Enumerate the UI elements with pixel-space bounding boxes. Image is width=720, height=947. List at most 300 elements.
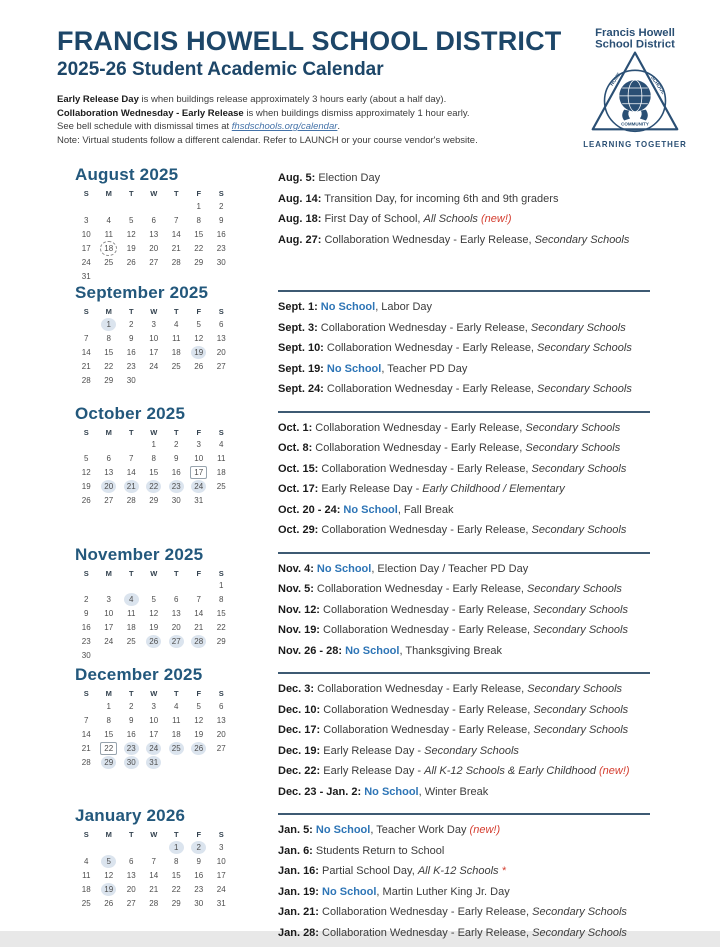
day-number	[146, 649, 161, 662]
day-cell	[188, 699, 211, 713]
day-number: 10	[81, 229, 91, 239]
day-number: 13	[126, 870, 136, 880]
day-cell	[120, 241, 143, 255]
day-number: 18	[171, 347, 181, 357]
day-number	[191, 756, 206, 769]
day-cell	[210, 331, 233, 345]
day-cell-empty	[210, 269, 233, 283]
day-cell	[165, 882, 188, 896]
day-cell-empty	[98, 579, 121, 593]
day-cell	[75, 494, 98, 508]
day-number: 27	[216, 361, 226, 371]
day-cell	[120, 755, 143, 769]
day-number: 13	[104, 468, 114, 477]
day-number: 10	[216, 856, 226, 866]
day-number: 8	[196, 215, 201, 225]
event-line	[278, 906, 650, 918]
event-scope: Secondary Schools	[527, 683, 623, 695]
event-date: Jan. 21:	[278, 906, 319, 918]
day-cell	[165, 621, 188, 635]
day-cell	[143, 317, 166, 331]
no-school-label: No School	[315, 824, 371, 836]
day-cell	[143, 213, 166, 227]
day-number: 28	[81, 757, 91, 767]
day-number	[79, 700, 94, 713]
weekday-header: T	[173, 427, 179, 437]
day-number: 30	[216, 257, 226, 267]
day-cell	[188, 255, 211, 269]
day-cell	[165, 438, 188, 452]
day-number: 24	[146, 742, 161, 755]
day-cell	[75, 882, 98, 896]
weekday-header: M	[105, 568, 112, 578]
day-cell	[98, 635, 121, 649]
day-cell-empty	[75, 579, 98, 593]
day-cell	[188, 896, 211, 910]
day-number: 31	[81, 271, 91, 281]
day-number: 16	[171, 468, 181, 477]
day-number: 13	[149, 229, 159, 239]
mini-calendar	[75, 665, 278, 769]
event-text: Students Return to School	[312, 844, 445, 857]
day-cell	[143, 727, 166, 741]
day-cell	[143, 255, 166, 269]
day-number: 23	[194, 884, 204, 894]
day-cell	[98, 345, 121, 359]
day-cell	[75, 593, 98, 607]
event-scope: Secondary Schools	[424, 744, 519, 757]
day-cell	[210, 480, 233, 494]
day-cell-empty	[143, 579, 166, 593]
day-number: 1	[169, 841, 184, 854]
day-cell	[75, 466, 98, 480]
day-cell	[188, 621, 211, 635]
day-number: 27	[126, 898, 136, 908]
day-cell	[120, 373, 143, 387]
month-title: October 2025	[75, 403, 186, 423]
event-date: Sept. 19:	[278, 362, 324, 375]
day-number: 30	[171, 496, 181, 505]
day-cell	[210, 255, 233, 269]
day-number: 25	[216, 482, 226, 491]
section-divider	[278, 813, 650, 815]
day-cell	[165, 317, 188, 331]
day-cell	[75, 452, 98, 466]
event-text: Partial School Day,	[318, 865, 418, 877]
day-cell	[120, 359, 143, 373]
day-cell-empty	[143, 649, 166, 663]
day-cell	[143, 345, 166, 359]
day-number: 25	[169, 742, 184, 755]
day-number: 7	[84, 715, 89, 725]
event-text: , Winter Break	[418, 785, 489, 798]
day-number: 28	[126, 496, 136, 505]
day-cell	[188, 480, 211, 494]
day-number: 15	[171, 870, 181, 880]
day-number: 11	[172, 715, 181, 725]
event-text: , Fall Break	[397, 503, 454, 516]
day-cell	[120, 227, 143, 241]
day-number: 9	[219, 215, 224, 225]
day-cell	[165, 331, 188, 345]
day-number: 23	[81, 637, 91, 646]
day-number	[101, 200, 116, 213]
note-text: is when buildings release approximately 3 hours early (about a half day).	[138, 94, 447, 105]
day-cell	[188, 494, 211, 508]
day-cell	[210, 868, 233, 882]
day-cell-empty	[188, 579, 211, 593]
day-cell-empty	[98, 649, 121, 663]
weekday-header: T	[128, 689, 134, 698]
day-cell	[143, 494, 166, 508]
day-number: 27	[149, 257, 159, 267]
day-number: 14	[126, 468, 136, 477]
day-cell-empty	[188, 755, 211, 769]
day-cell-empty	[165, 199, 188, 213]
day-cell	[188, 452, 211, 466]
day-number: 19	[194, 729, 204, 739]
weekday-header: S	[218, 568, 224, 578]
day-number: 23	[124, 742, 139, 755]
day-number	[124, 438, 139, 451]
day-number	[214, 374, 229, 387]
day-number: 29	[101, 756, 116, 769]
event-line	[278, 483, 650, 495]
event-scope: Secondary Schools	[525, 421, 621, 434]
weekday-header: M	[105, 189, 112, 198]
day-number: 29	[194, 257, 204, 267]
day-number: 14	[194, 609, 204, 618]
month-title: September 2025	[75, 283, 209, 302]
note-text: Note: Virtual students follow a different calendar. Refer to LAUNCH or your course vendor's website.	[57, 134, 478, 146]
day-cell	[188, 199, 211, 213]
day-number: 13	[171, 609, 181, 618]
month-section	[75, 806, 720, 947]
day-number: 16	[81, 623, 91, 632]
event-text: Collaboration Wednesday - Early Release,	[323, 383, 538, 395]
no-school-label: No School	[322, 885, 377, 898]
day-cell	[143, 359, 166, 373]
day-cell	[143, 241, 166, 255]
day-number: 4	[174, 319, 179, 329]
day-cell	[210, 199, 233, 213]
event-date: Sept. 1:	[278, 301, 318, 313]
day-number: 19	[191, 346, 206, 359]
event-line	[278, 704, 650, 716]
day-cell	[210, 896, 233, 910]
weekday-header: W	[150, 568, 158, 578]
day-number: 10	[149, 333, 159, 343]
day-number: 12	[104, 870, 114, 880]
weekday-header: T	[128, 830, 134, 839]
day-cell	[75, 649, 98, 663]
day-number: 28	[81, 375, 91, 385]
day-cell	[143, 755, 166, 769]
day-number: 1	[151, 440, 156, 449]
section-divider	[278, 411, 650, 413]
no-school-label: No School	[326, 362, 382, 375]
event-date: Oct. 29:	[278, 524, 319, 536]
day-number: 16	[216, 229, 226, 239]
event-scope: All Schools	[423, 213, 478, 225]
logo-emblem	[593, 53, 678, 132]
day-cell	[98, 359, 121, 373]
event-date: Nov. 26 - 28:	[278, 644, 342, 657]
day-cell	[143, 882, 166, 896]
day-number: 29	[171, 898, 181, 908]
day-number	[124, 270, 139, 283]
day-number: 20	[216, 347, 226, 357]
day-number: 26	[81, 496, 91, 505]
day-cell-empty	[75, 840, 98, 854]
event-text: , Election Day / Teacher PD Day	[371, 562, 529, 575]
event-scope: All K-12 Schools & Early Childhood	[424, 765, 596, 777]
day-cell	[165, 227, 188, 241]
day-cell	[143, 699, 166, 713]
day-cell	[75, 854, 98, 868]
day-cell	[210, 882, 233, 896]
day-cell	[165, 359, 188, 373]
day-cell	[165, 741, 188, 755]
day-cell	[98, 466, 121, 480]
event-date: Jan. 28:	[278, 926, 319, 939]
calendar-grid	[75, 188, 278, 283]
day-number: 17	[81, 243, 91, 253]
month-events	[278, 665, 650, 806]
day-cell	[98, 452, 121, 466]
calendar-link[interactable]: fhsdschools.org/calendar	[231, 121, 338, 132]
day-cell	[188, 840, 211, 854]
month-events	[278, 404, 650, 545]
day-cell	[75, 713, 98, 727]
day-number: 28	[149, 898, 159, 908]
day-cell	[188, 359, 211, 373]
day-cell-empty	[143, 269, 166, 283]
day-number	[101, 438, 116, 451]
day-number: 5	[196, 701, 201, 711]
day-number: 17	[104, 623, 114, 632]
day-number: 15	[216, 609, 226, 618]
event-line	[278, 383, 650, 395]
day-number: 17	[216, 870, 226, 880]
day-number	[101, 649, 116, 662]
day-cell-empty	[120, 199, 143, 213]
event-date: Oct. 1:	[278, 421, 313, 434]
day-cell	[210, 727, 233, 741]
day-cell	[98, 255, 121, 269]
day-number: 18	[126, 623, 136, 632]
day-cell	[120, 621, 143, 635]
day-number: 3	[151, 701, 156, 711]
event-date: Sept. 3:	[278, 321, 318, 334]
day-cell-empty	[188, 269, 211, 283]
event-text: , Martin Luther King Jr. Day	[376, 885, 510, 898]
day-cell	[188, 593, 211, 607]
day-cell	[210, 593, 233, 607]
event-date: Aug. 14:	[278, 192, 322, 205]
weekday-header: W	[150, 427, 158, 437]
day-cell	[120, 466, 143, 480]
day-number	[101, 270, 116, 283]
event-date: Oct. 15:	[278, 462, 319, 475]
day-number: 14	[81, 729, 91, 739]
day-number	[101, 579, 116, 592]
event-text: Collaboration Wednesday - Early Release,	[312, 442, 526, 454]
day-number: 19	[126, 243, 136, 253]
day-number: 29	[104, 375, 114, 385]
weekday-header: F	[196, 189, 202, 198]
day-number: 20	[171, 623, 181, 632]
day-cell-empty	[98, 840, 121, 854]
note-bold-text: Early Release Day	[57, 94, 139, 105]
day-number: 5	[196, 319, 201, 329]
day-cell	[188, 438, 211, 452]
day-number: 4	[84, 856, 89, 866]
event-text: Collaboration Wednesday - Early Release,	[312, 421, 526, 434]
day-number: 2	[191, 841, 206, 854]
day-cell	[75, 331, 98, 345]
event-text: Collaboration Wednesday - Early Release,	[320, 703, 534, 716]
weekday-header: T	[128, 189, 134, 198]
day-cell	[210, 840, 233, 854]
day-number: 18	[171, 729, 181, 739]
day-cell	[188, 607, 211, 621]
event-date: Jan. 16:	[278, 865, 319, 877]
document-header	[0, 0, 720, 165]
day-number: 7	[151, 856, 156, 866]
event-scope: Secondary Schools	[533, 603, 628, 616]
day-cell	[98, 755, 121, 769]
day-cell	[75, 241, 98, 255]
day-number: 22	[100, 742, 117, 755]
day-cell	[75, 896, 98, 910]
event-line	[278, 865, 650, 877]
mini-calendar	[75, 806, 278, 910]
day-number: 4	[124, 593, 139, 606]
event-text: Collaboration Wednesday - Early Release,	[319, 603, 534, 616]
day-cell-empty	[120, 579, 143, 593]
day-number: 9	[84, 609, 89, 618]
day-cell	[210, 713, 233, 727]
event-date: Dec. 23 - Jan. 2:	[278, 785, 362, 798]
event-date: Dec. 22:	[278, 765, 321, 777]
event-line	[278, 645, 650, 657]
day-number: 26	[146, 635, 161, 648]
day-cell	[120, 741, 143, 755]
day-cell	[120, 593, 143, 607]
event-date: Oct. 20 - 24:	[278, 503, 341, 516]
day-cell	[210, 854, 233, 868]
event-date: Nov. 12:	[278, 603, 320, 616]
day-number	[146, 841, 161, 854]
month-events	[278, 806, 650, 947]
day-number: 11	[82, 870, 91, 880]
day-cell	[120, 727, 143, 741]
day-cell-empty	[120, 649, 143, 663]
day-number: 12	[126, 229, 136, 239]
day-cell	[75, 635, 98, 649]
event-scope: Secondary Schools	[533, 724, 629, 736]
day-number: 9	[129, 715, 134, 725]
weekday-header: F	[196, 568, 202, 578]
day-number	[146, 200, 161, 213]
day-cell	[75, 269, 98, 283]
day-cell	[165, 854, 188, 868]
day-cell	[120, 713, 143, 727]
event-date: Aug. 27:	[278, 233, 322, 246]
day-cell	[188, 331, 211, 345]
weekday-header: W	[150, 189, 158, 198]
day-number: 18	[216, 468, 226, 477]
day-cell	[188, 882, 211, 896]
day-cell	[143, 593, 166, 607]
day-number: 30	[124, 756, 139, 769]
day-cell	[143, 227, 166, 241]
day-cell	[75, 868, 98, 882]
day-number: 21	[81, 743, 91, 753]
event-text: , Teacher Work Day	[370, 824, 467, 836]
weekday-header: T	[173, 189, 179, 198]
event-date: Dec. 17:	[278, 724, 321, 736]
day-number: 22	[171, 884, 181, 894]
day-cell	[143, 607, 166, 621]
event-line	[278, 724, 650, 736]
day-cell	[188, 635, 211, 649]
day-number: 2	[129, 701, 134, 711]
month-title: November 2025	[75, 544, 204, 564]
event-text: Collaboration Wednesday - Early Release,	[313, 583, 528, 595]
day-cell	[210, 466, 233, 480]
day-number: 15	[194, 229, 204, 239]
no-school-label: No School	[364, 785, 419, 798]
day-cell-empty	[210, 373, 233, 387]
day-number: 17	[149, 347, 159, 357]
day-number: 11	[127, 609, 136, 618]
day-cell	[165, 213, 188, 227]
event-scope: All K-12 Schools	[417, 865, 499, 877]
day-number: 24	[104, 637, 114, 646]
day-number: 17	[149, 729, 159, 739]
hand-left-icon	[622, 110, 630, 121]
day-number: 8	[174, 856, 179, 866]
day-number: 9	[129, 333, 134, 343]
weekday-header: M	[105, 689, 112, 698]
weekday-header: W	[150, 689, 158, 698]
day-number	[214, 270, 229, 283]
day-cell	[120, 345, 143, 359]
day-number: 4	[174, 701, 179, 711]
weekday-header: T	[173, 689, 179, 698]
day-number	[79, 579, 94, 592]
month-section	[75, 283, 720, 404]
day-number: 8	[106, 333, 111, 343]
section-divider	[278, 290, 650, 292]
event-line	[278, 886, 650, 898]
day-number: 4	[106, 215, 111, 225]
day-number: 16	[194, 870, 204, 880]
event-line	[278, 342, 650, 354]
day-cell-empty	[143, 373, 166, 387]
day-cell-empty	[143, 840, 166, 854]
event-text: Collaboration Wednesday - Early Release,	[314, 683, 528, 695]
day-number: 9	[196, 856, 201, 866]
day-cell-empty	[143, 199, 166, 213]
mini-calendar	[75, 165, 278, 283]
weekday-header: S	[83, 689, 89, 698]
weekday-header: T	[128, 307, 134, 316]
event-text: Collaboration Wednesday - Early Release,	[318, 462, 532, 475]
day-cell	[143, 868, 166, 882]
